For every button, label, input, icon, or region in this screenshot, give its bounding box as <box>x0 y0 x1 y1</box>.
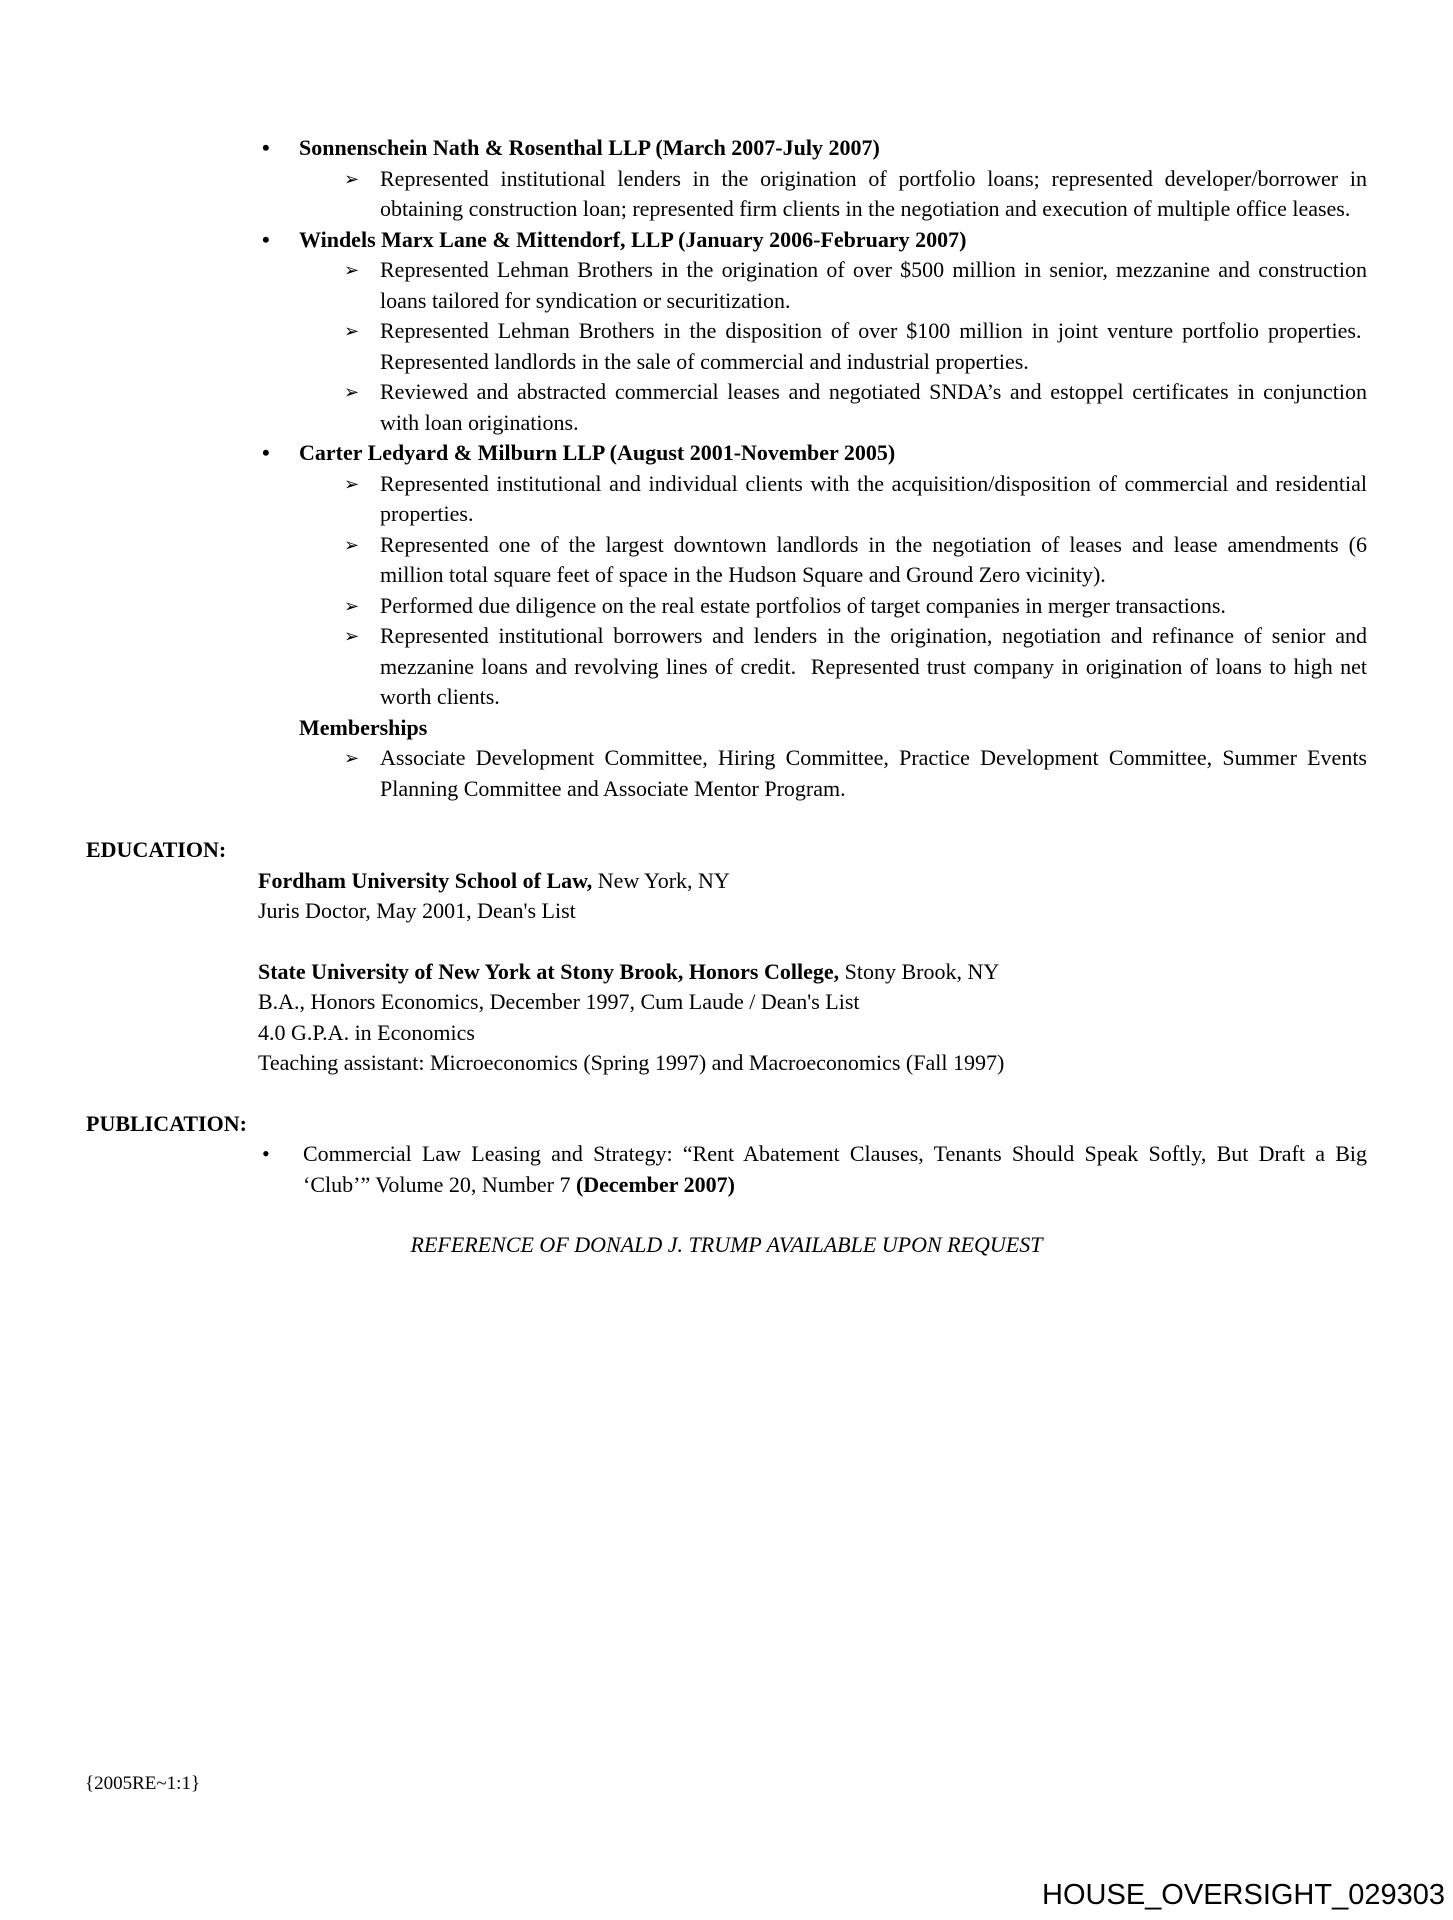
experience-item-text: Represented one of the largest downtown landlords in the negotiation of leases and lease amendments (6 million total square feet of space in the Hudson Square and Ground Zero vicinity). <box>380 531 1367 587</box>
firm-name-dates: Sonnenschein Nath & Rosenthal LLP (March 2007-July 2007) <box>299 135 880 160</box>
membership-item <box>86 743 1367 804</box>
arrow-bullet-icon: ➢ <box>344 168 360 190</box>
firm-name-dates: Windels Marx Lane & Mittendorf, LLP (January 2006-February 2007) <box>299 226 967 252</box>
experience-item-text: Performed due diligence on the real estate portfolios of target companies in merger transactions. <box>380 592 1226 618</box>
experience-item <box>86 591 1367 622</box>
bullet-icon: • <box>262 1141 270 1166</box>
experience-item-text: Reviewed and abstracted commercial leases and negotiated SNDA’s and estoppel certificates in conjunction with loan originations. <box>380 379 1367 435</box>
school-line <box>258 866 1367 897</box>
publication-heading: PUBLICATION: <box>86 1110 247 1136</box>
experience-item <box>86 164 1367 225</box>
school-detail: B.A., Honors Economics, December 1997, Cum Laude / Dean's List <box>258 989 860 1014</box>
school-name: Fordham University School of Law, <box>258 867 593 893</box>
education-section <box>86 835 1367 1079</box>
firm-header <box>86 133 1367 164</box>
arrow-bullet-icon: ➢ <box>344 534 360 556</box>
experience-item <box>86 255 1367 316</box>
publication-section <box>86 1109 1367 1201</box>
school-detail: Juris Doctor, May 2001, Dean's List <box>258 898 576 923</box>
footer-doc-code: {2005RE~1:1} <box>85 1773 201 1794</box>
bullet-icon: • <box>262 440 270 465</box>
school-location: New York, NY <box>592 867 730 893</box>
experience-item <box>86 316 1367 377</box>
bullet-icon: • <box>262 135 270 160</box>
publication-item-text: Commercial Law Leasing and Strategy: “Rent Abatement Clauses, Tenants Should Speak Softly, But Draft a Big ‘Club’” Volume 20, Number 7 <box>303 1141 1367 1197</box>
bates-stamp-number: HOUSE_OVERSIGHT_029303 <box>1042 1879 1445 1911</box>
experience-item-text: Represented Lehman Brothers in the disposition of over $100 million in joint venture portfolio properties. Represented landlords in the sale of commercial and industrial properties. <box>380 318 1367 374</box>
firm-block <box>86 133 1367 225</box>
arrow-bullet-icon: ➢ <box>344 748 360 769</box>
school-line <box>258 957 1367 988</box>
memberships-heading: Memberships <box>299 714 428 740</box>
experience-item <box>86 621 1367 713</box>
experience-item-text: Represented Lehman Brothers in the origination of over $500 million in senior, mezzanine and construction loans tailored for syndication or securitization. <box>380 257 1367 313</box>
arrow-bullet-icon: ➢ <box>344 260 360 281</box>
bullet-icon: • <box>262 226 270 252</box>
reference-line: REFERENCE OF DONALD J. TRUMP AVAILABLE UPON REQUEST <box>410 1232 1043 1257</box>
membership-item-text: Associate Development Committee, Hiring Committee, Practice Development Committee, Summer Events Planning Committee and Associate Mentor Program. <box>380 745 1367 801</box>
document-content <box>86 133 1367 1261</box>
experience-item <box>86 469 1367 530</box>
firm-header <box>86 438 1367 469</box>
firm-block <box>86 225 1367 439</box>
school-location: Stony Brook, NY <box>839 958 1000 984</box>
memberships-block <box>86 713 1367 805</box>
school-name: State University of New York at Stony Brook, Honors College, <box>258 958 840 984</box>
school-detail: 4.0 G.P.A. in Economics <box>258 1019 475 1045</box>
firm-header <box>86 225 1367 256</box>
school-detail: Teaching assistant: Microeconomics (Spring 1997) and Macroeconomics (Fall 1997) <box>258 1050 1005 1075</box>
experience-item-text: Represented institutional lenders in the origination of portfolio loans; represented developer/borrower in obtaining construction loan; represented firm clients in the negotiation and execution of multiple office leases. <box>380 165 1367 221</box>
education-school <box>258 957 1367 1079</box>
arrow-bullet-icon: ➢ <box>344 626 360 647</box>
education-school <box>258 866 1367 927</box>
arrow-bullet-icon: ➢ <box>344 321 360 342</box>
firm-block <box>86 438 1367 713</box>
experience-item <box>86 530 1367 591</box>
publication-item <box>86 1139 1367 1200</box>
arrow-bullet-icon: ➢ <box>344 382 360 403</box>
education-heading: EDUCATION: <box>86 837 227 862</box>
firm-name-dates: Carter Ledyard & Milburn LLP (August 2001-November 2005) <box>299 440 896 465</box>
experience-section <box>86 133 1367 804</box>
arrow-bullet-icon: ➢ <box>344 595 360 617</box>
experience-item-text: Represented institutional borrowers and lenders in the origination, negotiation and refinance of senior and mezzanine loans and revolving lines of credit. Represented trust company in origination of loans to high net worth clients. <box>380 623 1367 709</box>
arrow-bullet-icon: ➢ <box>344 473 360 495</box>
publication-date: (December 2007) <box>575 1171 735 1197</box>
experience-item-text: Represented institutional and individual clients with the acquisition/disposition of commercial and residential properties. <box>380 470 1367 526</box>
experience-item <box>86 377 1367 438</box>
